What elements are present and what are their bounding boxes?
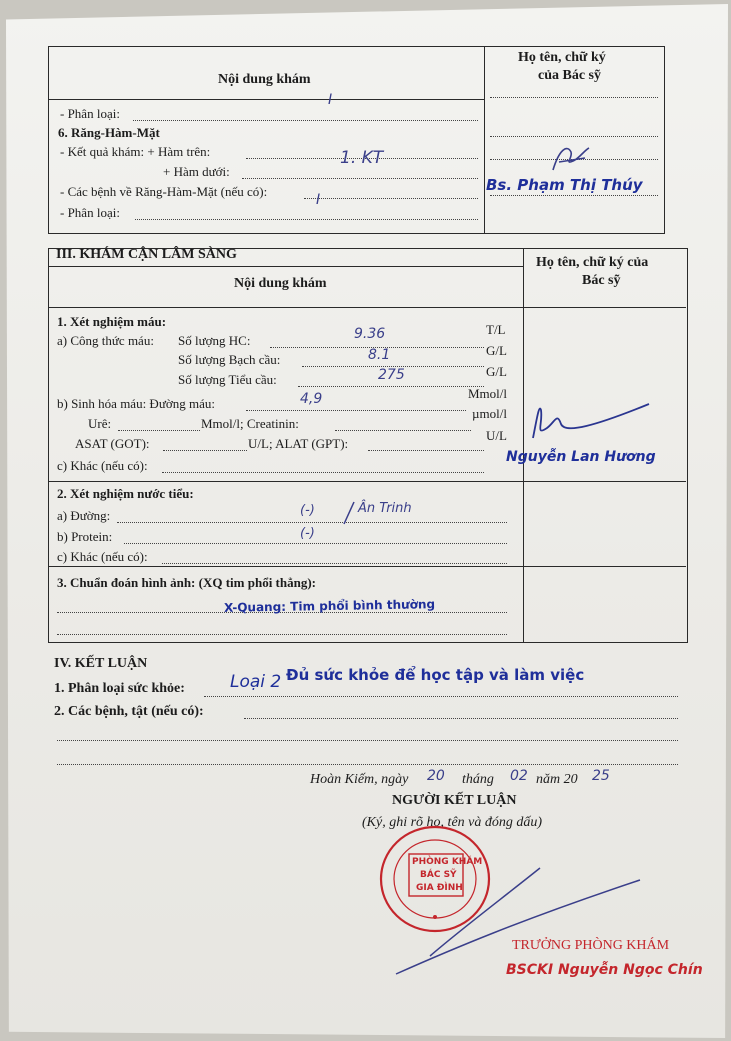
signer-note: (Ký, ghi rõ họ, tên và đóng dấu): [362, 815, 543, 830]
bc-value: 8.1: [368, 347, 391, 363]
sinh-hoa-label: b) Sinh hóa máu: Đường máu:: [57, 396, 215, 411]
doctor-signature-1: [545, 140, 595, 180]
stamp-line-1: PHÒNG KHÁM: [412, 857, 483, 867]
asat-label: ASAT (GOT):: [75, 436, 150, 451]
hc-unit: T/L: [486, 322, 506, 337]
hc-label: Số lượng HC:: [178, 333, 251, 348]
date-month: 02: [510, 768, 528, 784]
duong-value: (-): [300, 503, 315, 518]
alat-unit: U/L: [486, 428, 507, 443]
date-month-label: tháng: [462, 772, 494, 787]
rhm-handwritten: 1. KT: [340, 148, 384, 168]
phan-loai-label: - Phân loại:: [60, 106, 120, 121]
tc-value: 275: [378, 367, 405, 383]
section3-title: III. KHÁM CẬN LÂM SÀNG: [56, 247, 237, 262]
ure-unit: Mmol/l; Creatinin:: [201, 416, 299, 431]
doctor-signature-2: [525, 398, 655, 448]
phan-loai-sk-handwritten: Loại 2: [230, 672, 282, 692]
creatinin-unit: µmol/l: [472, 406, 507, 421]
blood-doctor-name: Nguyễn Lan Hương: [506, 449, 656, 465]
stamp-line-3: GIA ĐÌNH: [416, 883, 463, 893]
urine-signature-mark: [338, 500, 358, 526]
date-year-label: năm 20: [536, 772, 578, 787]
phan-loai2-handwritten: I: [316, 192, 321, 208]
cbc-label: a) Công thức máu:: [57, 333, 154, 348]
date-prefix: Hoàn Kiếm, ngày: [310, 772, 409, 787]
khac-label: c) Khác (nếu có):: [57, 458, 148, 473]
duong-mau-value: 4,9: [300, 391, 323, 407]
ure-label: Urê:: [88, 416, 112, 431]
hc-value: 9.36: [354, 326, 386, 342]
khac2-label: c) Khác (nếu có):: [57, 549, 148, 564]
protein-value: (-): [300, 526, 315, 541]
tc-label: Số lượng Tiểu cầu:: [178, 372, 277, 387]
tc-unit: G/L: [486, 364, 507, 379]
imaging-title: 3. Chuẩn đoán hình ảnh: (XQ tim phổi thẳng):: [57, 575, 316, 590]
stamp-line-2: BÁC SỸ: [420, 870, 457, 880]
urine-doctor-name: Ân Trinh: [358, 501, 412, 516]
blood-title: 1. Xét nghiệm máu:: [57, 314, 167, 329]
date-day: 20: [427, 768, 445, 784]
bc-unit: G/L: [486, 343, 507, 358]
col-header-doctor-1: Họ tên, chữ ký: [518, 50, 606, 65]
duong-mau-unit: Mmol/l: [468, 386, 508, 401]
bc-label: Số lượng Bạch cầu:: [178, 352, 281, 367]
protein-label: b) Protein:: [57, 529, 113, 544]
col-header-content: Nội dung khám: [218, 72, 311, 87]
ham-duoi-label: + Hàm dưới:: [163, 164, 230, 179]
duong-label: a) Đường:: [57, 508, 111, 523]
signer-title: NGƯỜI KẾT LUẬN: [392, 793, 517, 808]
chief-title: TRƯỞNG PHÒNG KHÁM: [512, 938, 670, 953]
lab-col-header-doctor-2: Bác sỹ: [582, 273, 621, 288]
urine-title: 2. Xét nghiệm nước tiểu:: [57, 486, 194, 501]
imaging-value: X-Quang: Tim phổi bình thường: [223, 597, 436, 615]
chief-name: BSCKI Nguyễn Ngọc Chín: [506, 962, 703, 978]
section4-title: IV. KẾT LUẬN: [54, 656, 148, 671]
date-year: 25: [592, 768, 610, 784]
phan-loai-sk-label: 1. Phân loại sức khỏe:: [54, 681, 185, 696]
lab-col-header-doctor-1: Họ tên, chữ ký của: [536, 255, 649, 270]
cac-benh-label: - Các bệnh về Răng-Hàm-Mặt (nếu có):: [60, 184, 268, 199]
benh-tat-label: 2. Các bệnh, tật (nếu có):: [54, 704, 204, 719]
col-header-doctor-2: của Bác sỹ: [538, 68, 601, 83]
ket-qua-label: - Kết quả khám: + Hàm trên:: [60, 144, 211, 159]
doctor-name-1: Bs. Phạm Thị Thúy: [486, 176, 643, 194]
lab-col-header-content: Nội dung khám: [234, 276, 327, 291]
phan-loai2-label: - Phân loại:: [60, 205, 120, 220]
asat-unit: U/L; ALAT (GPT):: [248, 436, 349, 451]
phan-loai-handwritten: I: [328, 92, 333, 108]
phan-loai-sk-value: Đủ sức khỏe để học tập và làm việc: [286, 666, 585, 684]
section6-title: 6. Răng-Hàm-Mặt: [58, 125, 160, 140]
